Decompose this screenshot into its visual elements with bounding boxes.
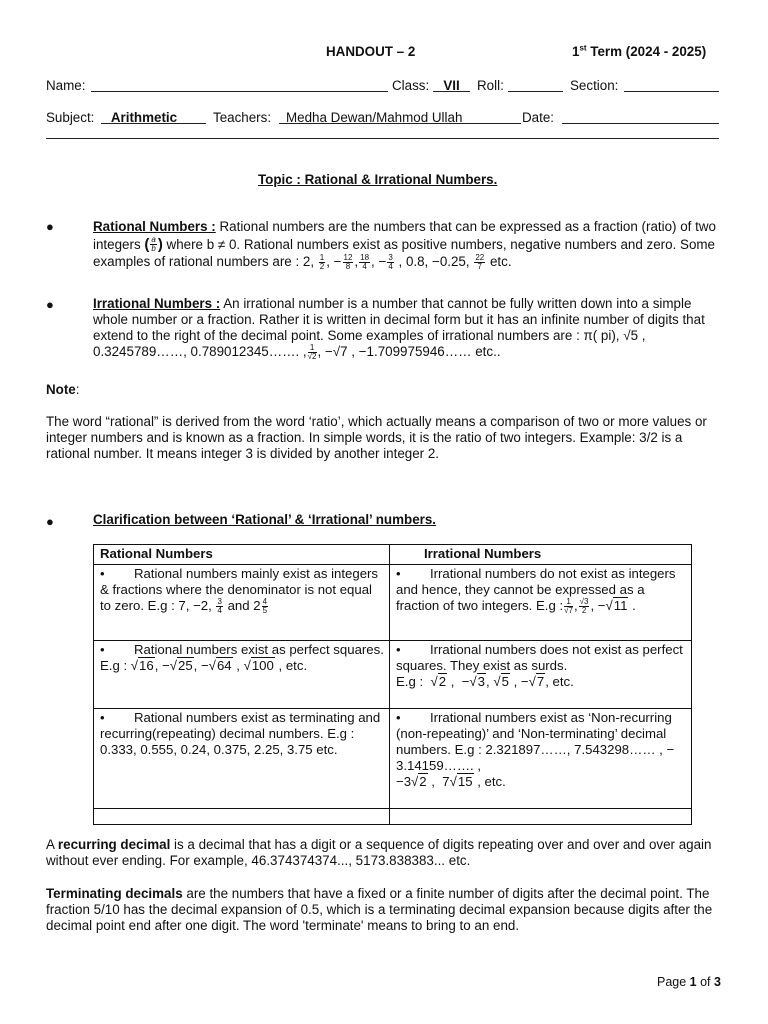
table-cell: • Irrational numbers exist as ‘Non-recurring (non-repeating)’ and ‘Non-terminating’ decimal numbers. E.g : 2.321897……, 7.543298…… , − 3.14159……. , −3√2 , 7√15 , etc. bbox=[390, 709, 692, 809]
roll-field-line[interactable] bbox=[508, 77, 563, 92]
table-header-row bbox=[94, 545, 692, 565]
subject-label: Subject: bbox=[46, 110, 95, 125]
section-label: Section: bbox=[570, 78, 619, 93]
table-cell bbox=[390, 809, 692, 825]
section-field-line[interactable] bbox=[624, 77, 719, 92]
handout-title: HANDOUT – 2 bbox=[326, 44, 416, 59]
class-label: Class: bbox=[392, 78, 430, 93]
name-label: Name: bbox=[46, 78, 86, 93]
term-label: 1st Term (2024 - 2025) bbox=[572, 43, 707, 59]
name-field-line[interactable] bbox=[91, 77, 388, 92]
terminating-decimal-paragraph: Terminating decimals are the numbers that have a fixed or a finite number of digits after the decimal point. The fraction 5/10 has the decimal expansion of 0.5, which is a terminating decimal expansion because digits after the decimal point end after one digit. The word 'terminate' means to bring to an end. bbox=[46, 886, 713, 933]
table-cell: • Irrational numbers does not exist as perfect squares. They exist as surds. E.g : √2 , −√3, √5 , −√7, etc. bbox=[390, 641, 692, 709]
table-cell: • Rational numbers exist as terminating and recurring(repeating) decimal numbers. E.g : 0.333, 0.555, 0.24, 0.375, 2.25, 3.75 etc. bbox=[94, 709, 390, 809]
roll-label: Roll: bbox=[477, 78, 504, 93]
comparison-table bbox=[93, 544, 692, 825]
class-value: VII bbox=[443, 78, 460, 93]
table-cell bbox=[94, 809, 390, 825]
teachers-label: Teachers: bbox=[213, 110, 272, 125]
date-label: Date: bbox=[522, 110, 555, 125]
table-row bbox=[94, 565, 692, 641]
irrational-definition: Irrational Numbers : An irrational number is a number that cannot be fully written down into a simple whole number or a fraction. Rather it is written in decimal form but it has an infinite number of digits that extend to the right of the decimal point. Some examples of irrational numbers are : π( pi), √5 , 0.3245789……, 0.789012345……. , $\frac{1}{√2}$ , −√7 , −1.709975946…… etc.. bbox=[93, 296, 705, 361]
clarification-heading: Clarification between ‘Rational’ & ‘Irrational’ numbers. bbox=[93, 512, 437, 527]
page-number: Page 1 of 3 bbox=[657, 975, 721, 989]
topic-heading: Topic : Rational & Irrational Numbers. bbox=[258, 172, 498, 187]
bullet-icon: ● bbox=[46, 514, 54, 529]
table-row bbox=[94, 809, 692, 825]
col-header-irrational: Irrational Numbers bbox=[390, 545, 692, 565]
rational-definition: Rational Numbers : Rational numbers are the numbers that can be expressed as a fraction (ratio) of two integers ( $\frac{a}{b}$ ) where b ≠ 0. Rational numbers exist as positive numbers, negative numbers and zero. Some examples of rational numbers are : 2, $\frac{1}{2}$ , − $\frac{12}{8}$ , $\frac{18}{4}$ , − $\frac{3}{4}$ , 0.8, −0.25, $\frac{22}{7}$ etc. bbox=[93, 219, 716, 272]
table-row bbox=[94, 641, 692, 709]
teachers-value: Medha Dewan/Mahmod Ullah bbox=[286, 110, 463, 125]
col-header-rational: Rational Numbers bbox=[94, 545, 390, 565]
bullet-icon: ● bbox=[46, 219, 54, 234]
header-divider bbox=[46, 137, 719, 139]
table-cell: • Rational numbers exist as perfect squares. E.g : √16, −√25, −√64 , √100 , etc. bbox=[94, 641, 390, 709]
table-row bbox=[94, 709, 692, 809]
bullet-icon: ● bbox=[46, 297, 54, 312]
recurring-decimal-paragraph: A recurring decimal is a decimal that has a digit or a sequence of digits repeating over and over and over again without ever ending. For example, 46.374374374..., 5173.838383... etc. bbox=[46, 837, 712, 868]
table-cell: • Irrational numbers do not exist as integers and hence, they cannot be expressed as a fraction of two integers. E.g : $\frac{1}{√7}$ , $\frac{√3}{2}$ , −√11 . bbox=[390, 565, 692, 641]
note-body: The word “rational” is derived from the word ‘ratio’, which actually means a comparison of two or more values or integer numbers and is known as a fraction. In simple words, it is the ratio of two integers. Example: 3/2 is a rational number. It means integer 3 is divided by another integer 2. bbox=[46, 414, 707, 461]
date-field-line[interactable] bbox=[562, 109, 719, 124]
note-label: Note: bbox=[46, 382, 80, 397]
table-cell: • Rational numbers mainly exist as integers & fractions where the denominator is not equal to zero. E.g : 7, −2, $\frac{3}{4}$ and 2 $\frac{4}{5}$ bbox=[94, 565, 390, 641]
subject-value: Arithmetic bbox=[110, 110, 178, 125]
